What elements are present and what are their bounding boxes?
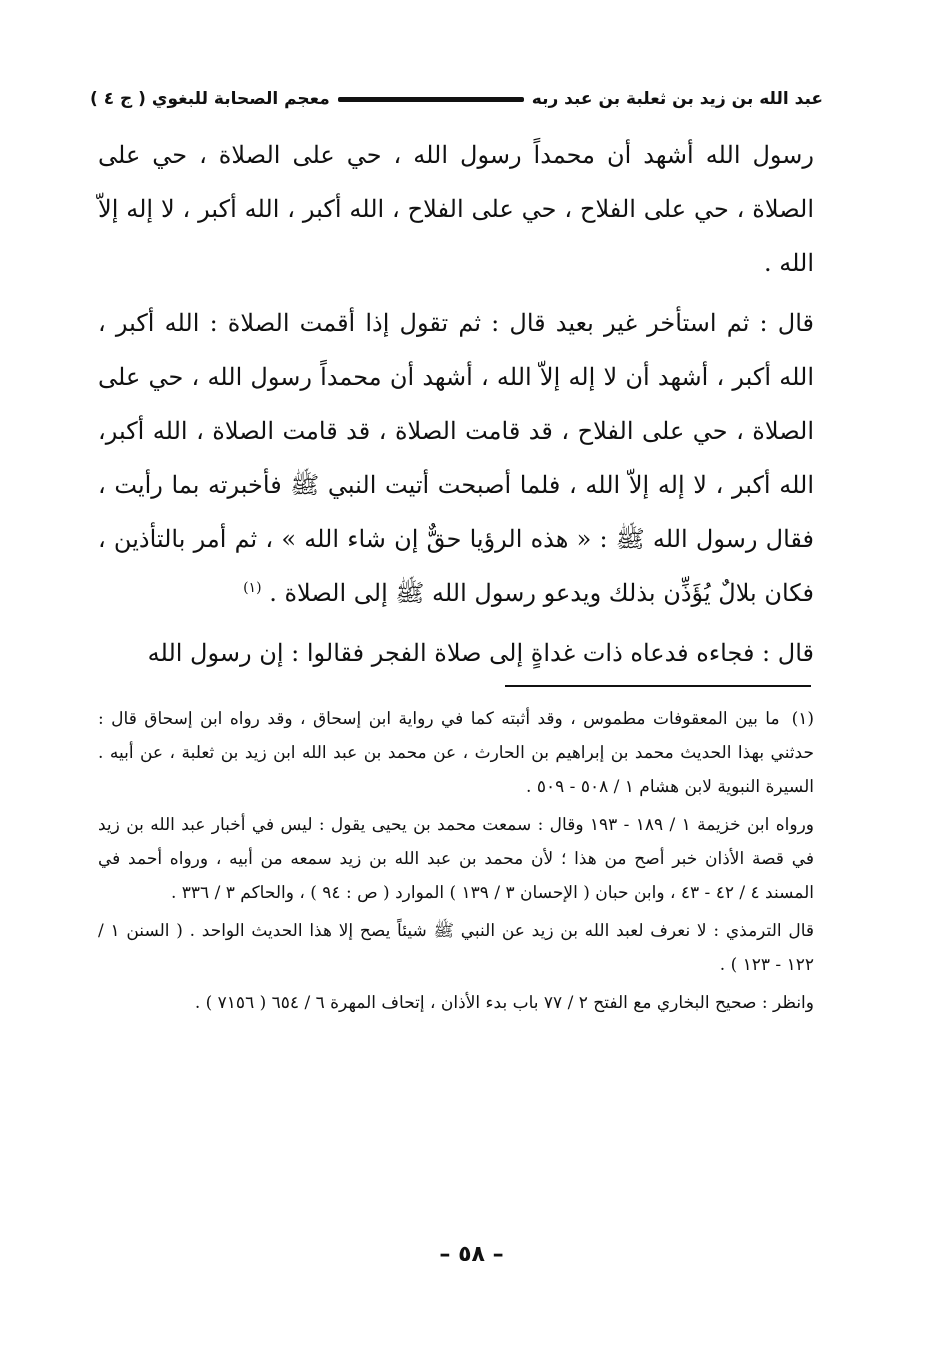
header-rule (338, 97, 524, 102)
footnotes (98, 702, 814, 1024)
footnote-4: وانظر : صحيح البخاري مع الفتح ٢ / ٧٧ باب بدء الأذان ، إتحاف المهرة ٦ / ٦٥٤ ( ٧١٥٦ ) . (194, 993, 814, 1013)
footnote-marker: (١) (243, 580, 262, 596)
footnote-number: (١) (791, 709, 814, 729)
footnote-separator (505, 685, 811, 687)
paragraph-1: رسول الله أشهد أن محمداً رسول الله ، حي على الصلاة ، حي على الصلاة ، حي على الفلاح ، حي على الفلاح ، الله أكبر ، الله أكبر ، لا إله إلاّ الله . (98, 141, 814, 277)
footnote-1-text: ما بين المعقوفات مطموس ، وقد أثبته كما في رواية ابن إسحاق ، وقد رواه ابن إسحاق قال : حدثني بهذا الحديث محمد بن إبراهيم بن الحارث ، عن محمد بن عبد الله ابن زيد بن ثعلبة ، عن أبيه . السيرة النبوية لابن هشام ١ / ٥٠٨ - ٥٠٩ . (98, 709, 814, 797)
footnote-2: ورواه ابن خزيمة ١ / ١٨٩ - ١٩٣ وقال : سمعت محمد بن يحيى يقول : ليس في أخبار عبد الله بن زيد في قصة الأذان خبر أصح من هذا ؛ لأن محمد بن عبد الله بن زيد سمعه من أبيه ، ورواه أحمد في المسند ٤ / ٤٢ - ٤٣ ، وابن حبان ( الإحسان ٣ / ١٣٩ ) الموارد ( ص : ٩٤ ) ، والحاكم ٣ / ٣٣٦ . (98, 815, 814, 903)
page-number: – ٥٨ – (439, 1242, 504, 1267)
book-title: معجم الصحابة للبغوي ( ج ٤ ) (90, 89, 330, 109)
footnote-3: قال الترمذي : لا نعرف لعبد الله بن زيد عن النبي ﷺ شيئاً يصح إلا هذا الحديث الواحد . ( السنن ١ / ١٢٢ - ١٢٣ ) . (98, 921, 814, 975)
paragraph-2 (98, 296, 814, 620)
main-text (98, 128, 814, 686)
running-header (90, 82, 823, 116)
entry-title: عبد الله بن زيد بن ثعلبة بن عبد ربه (531, 89, 823, 109)
paragraph-2-text: قال : ثم استأخر غير بعيد قال : ثم تقول إذا أقمت الصلاة : الله أكبر ، الله أكبر ، أشهد أن لا إله إلاّ الله ، أشهد أن محمداً رسول الله ، حي على الصلاة ، حي على الفلاح ، قد قامت الصلاة ، قد قامت الصلاة ، الله أكبر، الله أكبر ، لا إله إلاّ الله ، فلما أصبحت أتيت النبي ﷺ فأخبرته بما رأيت ، فقال رسول الله ﷺ : « هذه الرؤيا حقٌّ إن شاء الله » ، ثم أمر بالتأذين ، فكان بلالٌ يُؤَذِّن بذلك ويدعو رسول الله ﷺ إلى الصلاة . (98, 309, 814, 607)
paragraph-3: قال : فجاءه فدعاه ذات غداةٍ إلى صلاة الفجر فقالوا : إن رسول الله (147, 639, 814, 667)
footnote-1 (98, 702, 814, 804)
